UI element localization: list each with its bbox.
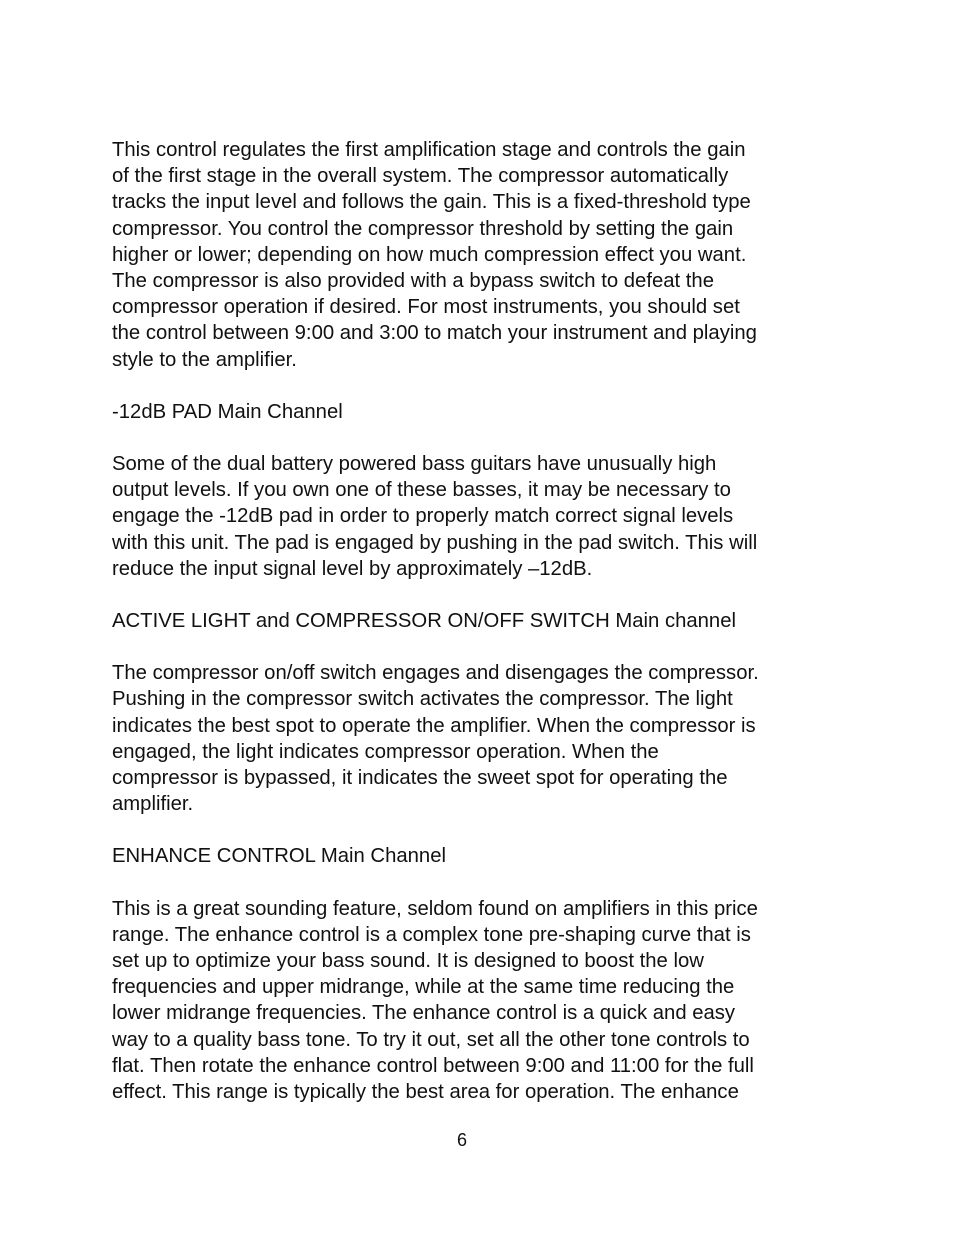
heading-pad-main-channel: -12dB PAD Main Channel	[112, 400, 343, 423]
heading-active-light: ACTIVE LIGHT and COMPRESSOR ON/OFF SWITCH Main channel	[112, 610, 736, 633]
paragraph-pad: Some of the dual battery powered bass guitars have unusually high output levels. If you own one of these basses, it may be necessary to engage the -12dB pad in order to properly match correct signal levels with this unit. The pad is engaged by pushing in the pad switch. This will reduce the input signal level by approximately –12dB.	[112, 453, 758, 580]
page-content	[112, 137, 824, 1105]
paragraph-compressor-gain: This control regulates the first amplification stage and controls the gain of the first stage in the overall system. The compressor automatically tracks the input level and follows the gain. This is a fixed-threshold type compressor. You control the compressor threshold by setting the gain higher or lower; depending on how much compression effect you want. The compressor is also provided with a bypass switch to defeat the compressor operation if desired. For most instruments, you should set the control between 9:00 and 3:00 to match your instrument and playing style to the amplifier.	[112, 139, 757, 371]
paragraph-compressor-switch: The compressor on/off switch engages and disengages the compressor. Pushing in the compressor switch activates the compressor. The light indicates the best spot to operate the amplifier. When the compressor is engaged, the light indicates compressor operation. When the compressor is bypassed, it indicates the sweet spot for operating the amplifier.	[112, 662, 759, 816]
spacer	[112, 817, 824, 843]
heading-enhance-control: ENHANCE CONTROL Main Channel	[112, 845, 446, 868]
paragraph-enhance: This is a great sounding feature, seldom found on amplifiers in this price range. The enhance control is a complex tone pre-shaping curve that is set up to optimize your bass sound. It is designed to boost the low frequencies and upper midrange, while at the same time reducing the lower midrange frequencies. The enhance control is a quick and easy way to a quality bass tone. To try it out, set all the other tone controls to flat. Then rotate the enhance control between 9:00 and 11:00 for the full effect. This range is typically the best area for operation. The enhance	[112, 897, 758, 1104]
page-number: 6	[456, 1130, 467, 1150]
spacer	[112, 425, 824, 451]
spacer	[112, 634, 824, 660]
spacer	[112, 373, 824, 399]
spacer	[112, 582, 824, 608]
spacer	[112, 870, 824, 896]
